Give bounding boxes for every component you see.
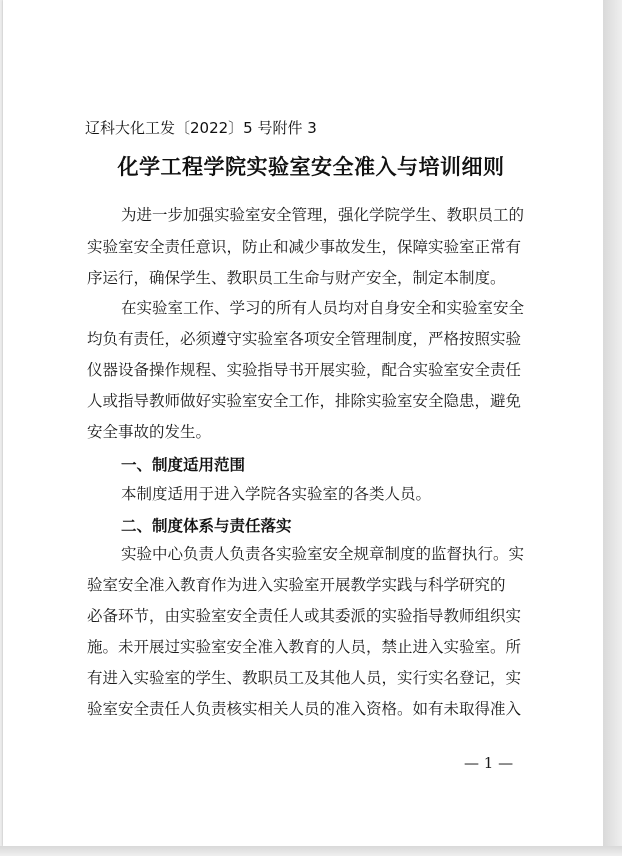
paragraph-line: 实验室安全责任意识，防止和减少事故发生，保障实验室正常有 bbox=[87, 238, 522, 256]
paragraph-line: 实验中心负责人负责各实验室安全规章制度的监督执行。实 bbox=[121, 545, 525, 563]
paragraph-line: 人或指导教师做好实验室安全工作，排除实验室安全隐患，避免 bbox=[87, 392, 522, 410]
paragraph-line: 验室安全责任人负责核实相关人员的准入资格。如有未取得准入 bbox=[87, 700, 522, 718]
section-heading: 二、制度体系与责任落实 bbox=[121, 517, 292, 535]
page-edge-right bbox=[603, 0, 622, 856]
page-edge-bottom bbox=[0, 846, 622, 856]
paragraph-line: 有进入实验室的学生、教职员工及其他人员，实行实名登记，实 bbox=[87, 669, 522, 687]
paragraph-line: 仪器设备操作规程、实验指导书开展实验，配合实验室安全责任 bbox=[87, 361, 522, 379]
paragraph-line: 施。未开展过实验室安全准入教育的人员，禁止进入实验室。所 bbox=[87, 638, 522, 656]
paragraph-line: 均负有责任，必须遵守实验室各项安全管理制度，严格按照实验 bbox=[87, 330, 522, 348]
section-heading: 一、制度适用范围 bbox=[121, 456, 246, 474]
document-number: 辽科大化工发〔2022〕5 号附件 3 bbox=[85, 119, 317, 137]
paragraph-line: 验室安全准入教育作为进入实验室开展教学实践与科学研究的 bbox=[87, 576, 506, 594]
paragraph-line: 为进一步加强实验室安全管理，强化学院学生、教职员工的 bbox=[121, 206, 525, 224]
paragraph-line: 序运行，确保学生、教职员工生命与财产安全，制定本制度。 bbox=[87, 269, 506, 287]
paragraph-line: 必备环节，由实验室安全责任人或其委派的实验指导教师组织实 bbox=[87, 607, 522, 625]
paragraph-line: 在实验室工作、学习的所有人员均对自身安全和实验室安全 bbox=[121, 299, 525, 317]
paragraph-line: 安全事故的发生。 bbox=[87, 423, 212, 441]
page-number: — 1 — bbox=[464, 754, 514, 772]
paragraph-line: 本制度适用于进入学院各实验室的各类人员。 bbox=[121, 485, 432, 503]
document-title: 化学工程学院实验室安全准入与培训细则 bbox=[117, 155, 505, 179]
